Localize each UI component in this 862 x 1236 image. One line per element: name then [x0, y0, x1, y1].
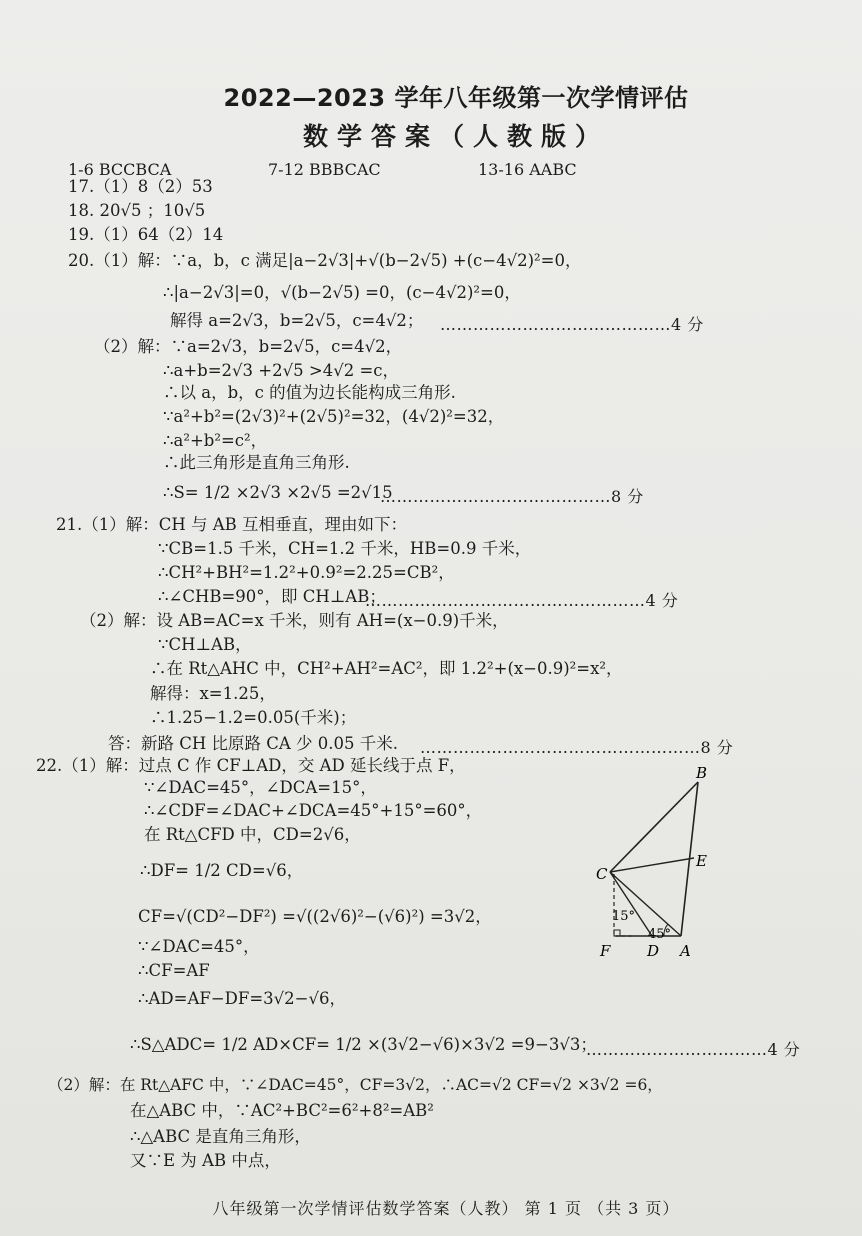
answer-line: ∴∠CDF=∠DAC+∠DCA=45°+15°=60°，: [144, 801, 483, 820]
label-d: D: [647, 942, 660, 960]
answer-line: ∴此三角形是直角三角形.: [163, 453, 350, 472]
segment-cb: [610, 782, 698, 872]
label-b: B: [696, 764, 708, 782]
mc-answers-7-12: 7-12 BBBCAC: [268, 160, 381, 179]
answer-line: ∵a²+b²=(2√3)²+(2√5)²=32，(4√2)²=32，: [163, 407, 505, 426]
answer-line: ∵CB=1.5 千米，CH=1.2 千米，HB=0.9 千米，: [158, 539, 532, 558]
answer-line: ∵∠DAC=45°，∠DCA=15°，: [144, 778, 377, 797]
answer-line: ∴以 a，b，c 的值为边长能构成三角形.: [163, 383, 456, 402]
answer-line: ∵∠DAC=45°，: [138, 937, 260, 956]
score-marker: ……………………………………………8 分: [420, 738, 734, 757]
answer-line: （2）解：∵a=2√3，b=2√5，c=4√2，: [94, 337, 403, 356]
page-title: 2022—2023 学年八年级第一次学情评估: [223, 84, 689, 112]
answer-line: 22.（1）解：过点 C 作 CF⊥AD，交 AD 延长线于点 F，: [36, 756, 466, 775]
label-angle-15: 15°: [612, 909, 636, 924]
answer-line: ∴S= 1/2 ×2√3 ×2√5 =2√15: [163, 483, 393, 502]
page-subtitle: 数学答案（人教版）: [302, 122, 609, 151]
answer-line: ∵CH⊥AB，: [158, 635, 252, 654]
answer-line: ∴S△ADC= 1/2 AD×CF= 1/2 ×(3√2−√6)×3√2 =9−3√3；: [130, 1035, 597, 1054]
answer-line: ∴1.25−1.2=0.05(千米)；: [150, 708, 357, 727]
answer-line: ∴a²+b²=c²，: [163, 431, 268, 450]
answer-line: ∴CH²+BH²=1.2²+0.9²=2.25=CB²，: [158, 563, 455, 582]
triangle-diagram: [586, 760, 736, 960]
answer-line: 18. 20√5 ；10√5: [68, 201, 206, 220]
answer-line: 21.（1）解：CH 与 AB 互相垂直，理由如下：: [56, 515, 408, 534]
label-f: F: [600, 942, 611, 960]
label-angle-45: 45°: [648, 927, 672, 942]
answer-line: 19.（1）64（2）14: [68, 225, 224, 244]
answer-line: ∴在 Rt△AHC 中，CH²+AH²=AC²，即 1.2²+(x−0.9)²=x²，: [150, 659, 623, 678]
answer-line: ∴∠CHB=90°，即 CH⊥AB；: [158, 587, 386, 606]
answer-line: CF=√(CD²−DF²) =√((2√6)²−(√6)²) =3√2，: [138, 907, 492, 926]
answer-line: （2）解：设 AB=AC=x 千米，则有 AH=(x−0.9)千米，: [80, 611, 509, 630]
page-footer: 八年级第一次学情评估数学答案（人教） 第 1 页 （共 3 页）: [212, 1199, 680, 1218]
answer-line: ∴a+b=2√3 +2√5 >4√2 =c，: [163, 361, 400, 380]
answer-line: 又∵E 为 AB 中点，: [130, 1151, 281, 1170]
mc-answers-1-6: 1-6 BCCBCA: [68, 160, 172, 179]
answer-line: 17.（1）8（2）53: [68, 177, 213, 196]
score-marker: ……………………………………8 分: [380, 487, 644, 506]
label-c: C: [596, 865, 608, 883]
answer-line: ∴CF=AF: [138, 961, 210, 980]
score-marker: ……………………………4 分: [586, 1040, 801, 1059]
label-a: A: [680, 942, 691, 960]
right-angle-mark: [614, 930, 620, 936]
score-marker: ……………………………………………4 分: [365, 591, 679, 610]
answer-line: 解得 a=2√3，b=2√5，c=4√2；: [170, 311, 424, 330]
mc-answers-13-16: 13-16 AABC: [478, 160, 577, 179]
answer-line: ∴AD=AF−DF=3√2−√6，: [138, 989, 347, 1008]
answer-line: 解得：x=1.25，: [150, 684, 276, 703]
answer-line: ∴△ABC 是直角三角形，: [130, 1127, 311, 1146]
score-marker: ……………………………………4 分: [440, 315, 704, 334]
answer-line: 在△ABC 中，∵AC²+BC²=6²+8²=AB²: [130, 1101, 434, 1120]
answer-line: ∴DF= 1/2 CD=√6，: [140, 861, 304, 880]
answer-line: 答：新路 CH 比原路 CA 少 0.05 千米.: [108, 734, 399, 753]
answer-line: ∴|a−2√3|=0，√(b−2√5) =0，(c−4√2)²=0，: [163, 283, 521, 302]
answer-line: （2）解：在 Rt△AFC 中，∵∠DAC=45°，CF=3√2，∴AC=√2 CF=√2 ×3√2 =6，: [48, 1076, 663, 1094]
answer-line: 20.（1）解：∵a，b，c 满足|a−2√3|+√(b−2√5) +(c−4√2)²=0，: [68, 251, 582, 270]
answer-line: 在 Rt△CFD 中，CD=2√6，: [144, 825, 361, 844]
label-e: E: [696, 852, 707, 870]
